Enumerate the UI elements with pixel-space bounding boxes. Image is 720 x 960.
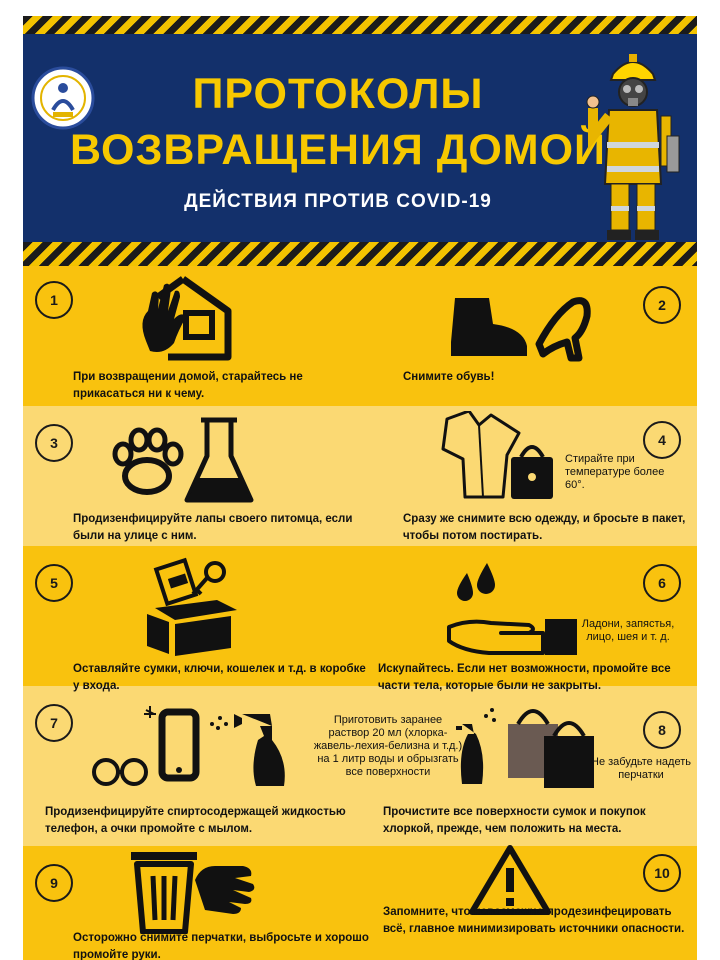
step-6-note: Ладони, запястья, лицо, шея и т. д. [581,618,675,643]
step-4-number: 4 [643,421,681,459]
title-line-2: ВОЗВРАЩЕНИЯ ДОМОЙ [70,126,606,174]
page-subtitle: ДЕЙСТВИЯ ПРОТИВ COVID-19 [184,191,492,212]
step-5-number: 5 [35,564,73,602]
shoes-icon [443,284,593,362]
step-3-number: 3 [35,424,73,462]
step-6-caption: Искупайтесь. Если нет возможности, промойте все части тела, которые были не закрыты. [378,663,671,692]
header-banner [23,16,697,266]
hand-house-icon [128,271,238,361]
step-8-number: 8 [643,711,681,749]
step-8-caption: Прочистите все поверхности сумок и покупок хлоркой, прежде, чем положить на места. [383,806,646,835]
hazard-stripes-top [23,16,697,34]
hand-drops-icon [443,561,583,661]
trash-gloves-icon [131,846,261,934]
step-5-caption: Оставляйте сумки, ключи, кошелек и т.д. в коробке у входа. [73,663,366,692]
step-1-caption: При возвращении домой, старайтесь не прикасаться ни к чему. [73,371,303,400]
clothes-bag-icon [433,411,573,506]
step-9-number: 9 [35,864,73,902]
step-8-note: Приготовить заранее раствор 20 мл (хлорка-жавель-лехия-белизна и т.д.) на 1 литр воды и обрызгать все поверхности [313,714,463,778]
box-icon [131,554,251,658]
step-10-caption: Запомните, что невозможно продезинфецировать всё, главное минимизировать источники опасности. [383,906,685,935]
firefighter-mascot-icon [583,46,683,246]
step-7-number: 7 [35,704,73,742]
hazard-stripes-bottom [23,242,697,266]
step-4-note: Стирайте при температуре более 60°. [565,453,665,491]
page-title [53,66,623,178]
step-3-caption: Продизенфицируйте лапы своего питомца, если были на улице с ним. [73,513,353,542]
step-10-number: 10 [643,854,681,892]
step-7-caption: Продизенфицируйте спиртосодержащей жидкостью телефон, а очки промойте с мылом. [45,806,346,835]
phone-spray-icon [88,696,298,796]
step-1-number: 1 [35,281,73,319]
step-2-caption: Снимите обувь! [403,371,495,383]
title-line-1: ПРОТОКОЛЫ [192,70,484,118]
step-6-number: 6 [643,564,681,602]
poster [23,16,697,960]
step-8-note-gloves: Не забудьте надеть перчатки [591,756,691,781]
step-9-caption: Осторожно снимите перчатки, выбросьте и хорошо промойте руки. [73,932,369,960]
paw-flask-icon [103,416,263,506]
step-4-caption: Сразу же снимите всю одежду, и бросьте в пакет, чтобы потом постирать. [403,513,686,542]
step-2-number: 2 [643,286,681,324]
